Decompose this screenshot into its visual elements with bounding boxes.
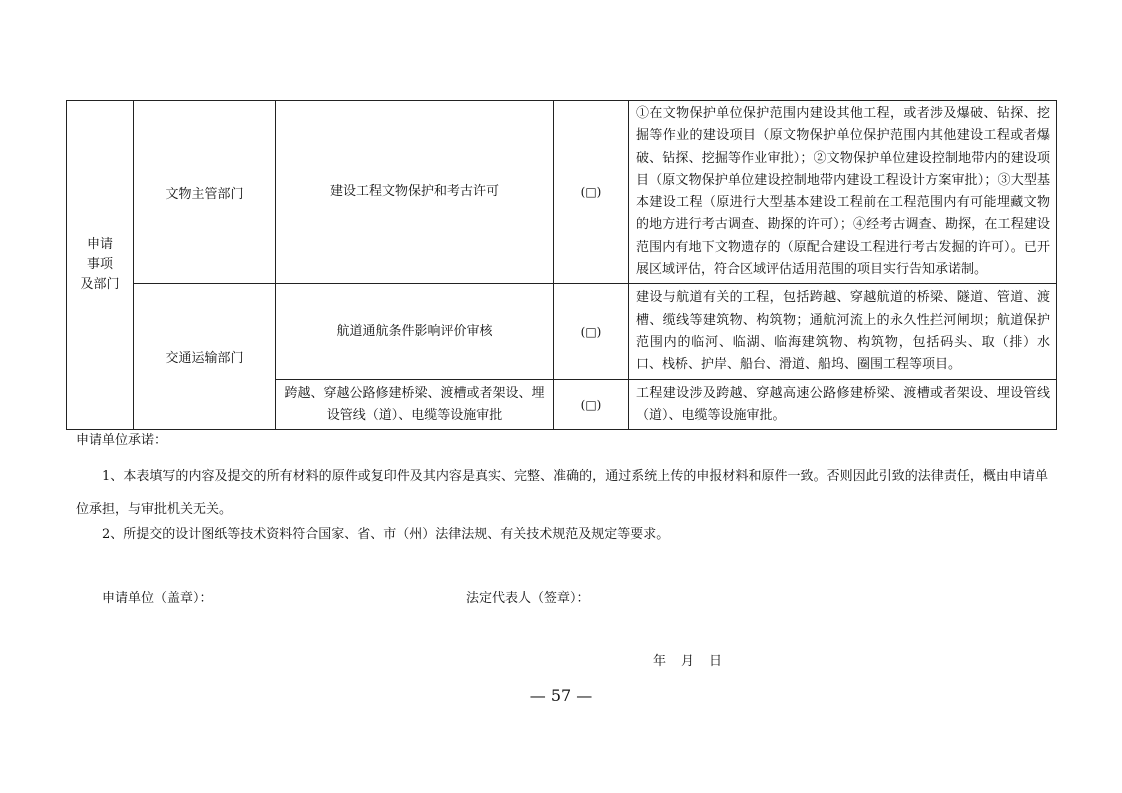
- table-row: [67, 101, 1057, 284]
- scope-cell: ①在文物保护单位保护范围内建设其他工程，或者涉及爆破、钻探、挖掘等作业的建设项目（原文物保护单位保护范围内其他建设工程或者爆破、钻探、挖掘等作业审批）；②文物保护单位建设控制地带内的建设项目（原文物保护单位建设控制地带内建设工程设计方案审批）；③大型基本建设工程（原进行大型基本建设工程前在工程范围内有可能埋藏文物的地方进行考古调查、勘探的许可）；④经考古调查、勘探，在工程建设范围内有地下文物遗存的（原配合建设工程进行考古发掘的许可）。已开展区域评估，符合区域评估适用范围的项目实行告知承诺制。: [629, 101, 1057, 284]
- pledge-item-1: 1、本表填写的内容及提交的所有材料的原件或复印件及其内容是真实、完整、准确的，通过系统上传的申报材料和原件一致。否则因此引致的法律责任，概由申请单位承担，与审批机关无关。: [76, 469, 1048, 517]
- scope-cell: 工程建设涉及跨越、穿越高速公路修建桥梁、渡槽或者架设、埋设管线（道）、电缆等设施审批。: [629, 380, 1057, 430]
- pledge-title: 申请单位承诺：: [76, 433, 168, 448]
- date-label: 年 月 日: [653, 654, 724, 669]
- item-cell: 航道通航条件影响评价审核: [276, 284, 554, 380]
- department-cell: 交通运输部门: [134, 284, 276, 430]
- category-line: 及部门: [80, 277, 120, 293]
- table-row: [67, 284, 1057, 380]
- pledge-item-2: 2、所提交的设计图纸等技术资料符合国家、省、市（州）法律法规、有关技术规范及规定等要求。: [102, 527, 670, 542]
- scope-cell: 建设与航道有关的工程，包括跨越、穿越航道的桥梁、隧道、管道、渡槽、缆线等建筑物、构筑物；通航河流上的永久性拦河闸坝；航道保护范围内的临河、临湖、临海建筑物、构筑物，包括码头、取（排）水口、栈桥、护岸、船台、滑道、船坞、圈围工程等项目。: [629, 284, 1057, 380]
- item-cell: 跨越、穿越公路修建桥梁、渡槽或者架设、埋设管线（道）、电缆等设施审批: [276, 380, 554, 430]
- page-number: — 57 —: [529, 686, 593, 705]
- category-cell: [67, 101, 134, 430]
- department-cell: 文物主管部门: [134, 101, 276, 284]
- checkbox-mark[interactable]: (□): [554, 380, 629, 430]
- checkbox-mark[interactable]: (□): [554, 101, 629, 284]
- application-table: [66, 100, 1057, 430]
- category-line: 申请: [86, 237, 113, 253]
- legal-rep-signature-label: 法定代表人（签章）：: [466, 591, 590, 606]
- item-cell: 建设工程文物保护和考古许可: [276, 101, 554, 284]
- applicant-seal-label: 申请单位（盖章）：: [102, 591, 213, 606]
- checkbox-mark[interactable]: (□): [554, 284, 629, 380]
- category-line: 事项: [86, 257, 113, 273]
